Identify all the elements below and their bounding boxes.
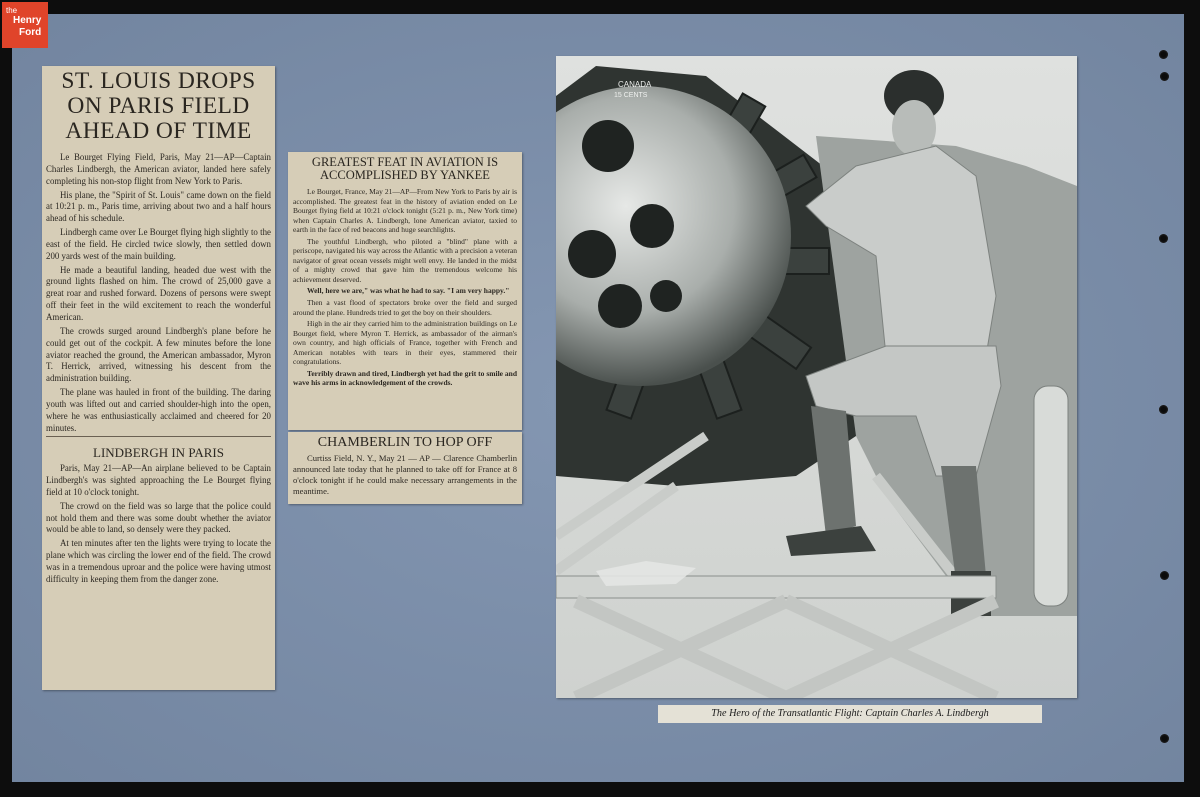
clipping-greatest-feat <box>288 152 522 430</box>
clipping-st-louis-drops <box>42 66 275 690</box>
clipping-chamberlin <box>288 432 522 504</box>
article-paragraph: Lindbergh came over Le Bourget flying high slightly to the east of the field. He circled twice slowly, then settled down 200 yards west of the main building. <box>46 227 271 261</box>
lindbergh-photo <box>556 56 1077 698</box>
article-paragraph: At ten minutes after ten the lights were trying to locate the plane which was circling the lower end of the field. The crowd was in a tremendous uproar and the police were having utmost difficulty in keeping them from the danger zone. <box>46 538 271 584</box>
article-paragraph: The crowd on the field was so large that the police could not hold them and there was some doubt whether the aviator would be able to land, so densely were they packed. <box>46 500 271 535</box>
clipping-subhead: LINDBERGH IN PARIS <box>93 445 224 461</box>
binding-hole <box>1160 734 1169 743</box>
clipping-headline: CHAMBERLIN TO HOP OFF <box>317 435 493 450</box>
stamp-text: CANADA <box>618 80 652 89</box>
clipping-headline: GREATEST FEAT IN AVIATION IS ACCOMPLISHED BY YANKEE <box>311 155 499 182</box>
henry-ford-logo <box>2 2 48 48</box>
article-paragraph: His plane, the "Spirit of St. Louis" came down on the field at 10:21 p. m., Paris time, arriving about two and a half hours ahead of his schedule. <box>46 189 271 224</box>
article-paragraph: Then a vast flood of spectators broke over the field and surged around the plane. Hundreds tried to get the boy on their shoulders. <box>293 298 517 317</box>
binding-hole <box>1159 50 1168 59</box>
article-paragraph: Le Bourget, France, May 21—AP—From New York to Paris by air is accomplished. The greatest feat in the history of aviation ended on Le Bourget flying field at 10:21 o'clock tonight (5:21 p. m., New York time) when Captain Charles A. Lindbergh, lone American aviator, taxied to earth in the face of red beacons and huge searchlights. <box>293 187 517 235</box>
article-paragraph: Le Bourget Flying Field, Paris, May 21—AP—Captain Charles Lindbergh, the American aviator, landed here safely completing his non-stop flight from New York to Paris. <box>46 152 271 186</box>
photo-illustration <box>556 56 1077 698</box>
binding-hole <box>1159 234 1168 243</box>
binding-hole <box>1160 72 1169 81</box>
logo-text-henry: Henry <box>13 15 42 26</box>
article-paragraph: The youthful Lindbergh, who piloted a "blind" plane with a periscope, navigated his way across the Atlantic with a precision a veteran navigator of great ocean vessels might well envy. He landed in the midst of a mighty crowd that gave him the tremendous welcome his achievement deserved. <box>293 236 517 284</box>
logo-text-ford: Ford <box>19 27 42 38</box>
divider <box>46 436 271 437</box>
article-paragraph: He made a beautiful landing, headed due west with the ground lights flashed on him. The crowd of 25,000 gave a great roar and rushed forward. Dozens of persons were swept off their feet in the wild excitement to reach the wonderful American. <box>46 264 271 322</box>
binding-hole <box>1159 405 1168 414</box>
photo-caption: The Hero of the Transatlantic Flight: Captain Charles A. Lindbergh <box>658 705 1042 723</box>
logo-text-the: the <box>6 6 18 15</box>
binding-hole <box>1160 571 1169 580</box>
article-paragraph: High in the air they carried him to the administration buildings on Le Bourget field, where Myron T. Herrick, as ambassador of the airman's own country, and high officials of France, together with French and American notables with tears in their eyes, stammered their congratulations. <box>293 319 517 367</box>
article-paragraph: The plane was hauled in front of the building. The daring youth was lifted out and carried shoulder-high into the open, where he was enthusiastically acclaimed and cheered for 20 minutes. <box>46 387 271 433</box>
clipping-headline: ST. LOUIS DROPS ON PARIS FIELD AHEAD OF TIME <box>61 68 256 144</box>
stamp-text: 15 CENTS <box>614 92 648 99</box>
article-paragraph: Well, here we are," was what he had to say. "I am very happy." <box>307 286 510 296</box>
article-paragraph: Paris, May 21—AP—An airplane believed to be Captain Lindbergh's was sighted approaching the Le Bourget flying field at 10 o'clock tonight. <box>46 463 271 497</box>
article-paragraph: The crowds surged around Lindbergh's plane before he could get out of the cockpit. A few minutes before the lone aviator reached the ground, the American ambassador, Myron T. Herrick, arrived, witnessing his descent from the administration building. <box>46 325 271 384</box>
article-paragraph: Curtiss Field, N. Y., May 21 — AP — Clarence Chamberlin announced late today that he planned to take off for France at 8 o'clock tonight if he could make necessary arrangements in the meantime. <box>293 453 517 496</box>
article-paragraph: Terribly drawn and tired, Lindbergh yet had the grit to smile and wave his arms in acknowledgement of the crowds. <box>293 368 517 388</box>
